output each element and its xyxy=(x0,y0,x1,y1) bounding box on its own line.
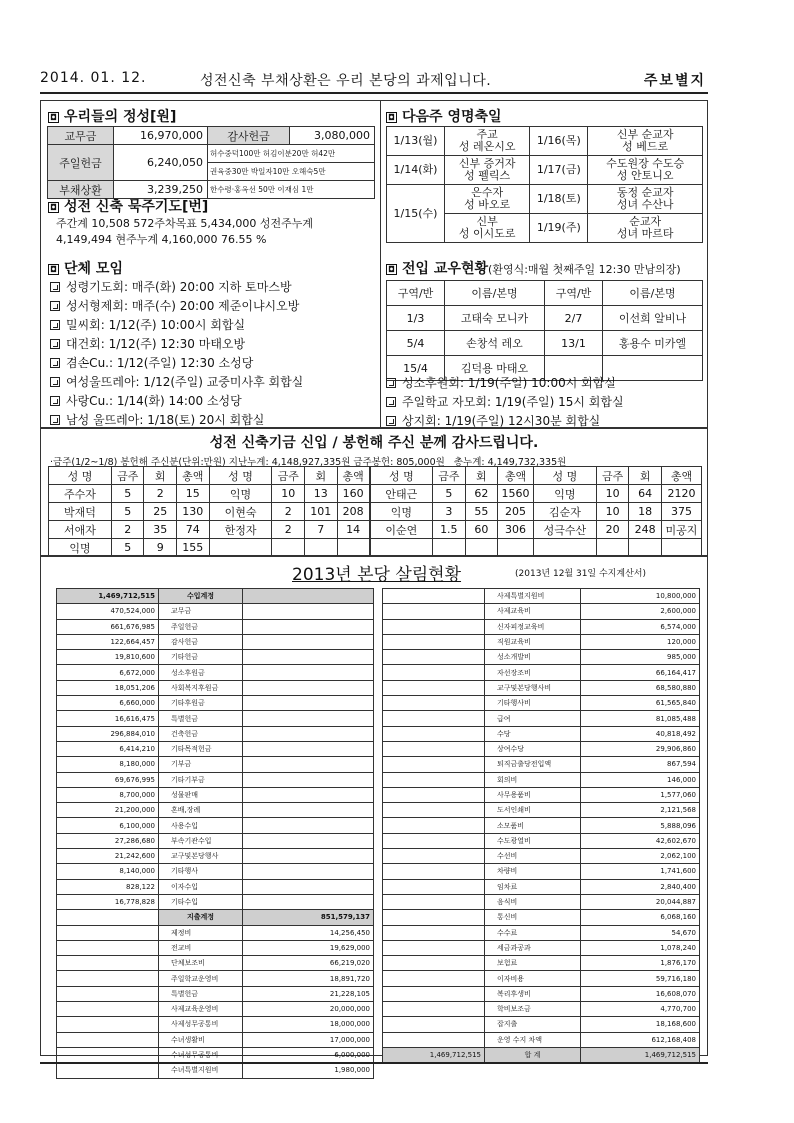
table-row: 470,524,000 교무금 xyxy=(57,604,374,619)
table-row: 사무용품비 1,577,060 xyxy=(383,787,700,802)
finance-title: 2013년 본당 살림현황 xyxy=(292,565,462,585)
table-row: 교구및본당행사비 68,580,880 xyxy=(383,680,700,695)
table-row: 27,286,680 부속기관수입 xyxy=(57,833,374,848)
table-row: 통신비 6,068,160 xyxy=(383,910,700,925)
table-row: 6,660,000 기타후원금 xyxy=(57,696,374,711)
table-row: 주수자 5 2 15 익명 10 13 160 안태근 5 62 1560 익명 10 64 2120 xyxy=(49,485,702,503)
table-row: 6,414,210 기타목적헌금 xyxy=(57,741,374,756)
table-row: 수선비 2,062,100 xyxy=(383,849,700,864)
transfer-heading: ◘ 전입 교우현황(환영식:매월 첫째주일 12:30 만남의장) xyxy=(386,258,681,278)
list-item: 주일학교 자모회: 1/19(주일) 15시 회합실 xyxy=(386,393,624,412)
table-row: 8,180,000 기부금 xyxy=(57,757,374,772)
table-row: 122,664,457 감사헌금 xyxy=(57,634,374,649)
table-row: 도서인쇄비 2,121,568 xyxy=(383,803,700,818)
table-row: 주일학교운영비 18,891,720 xyxy=(57,971,374,986)
table-row: 21,242,600 교구및본당행사 xyxy=(57,849,374,864)
bullet-icon xyxy=(50,377,60,387)
list-item: 성소후원회: 1/19(주일) 10:00시 회합실 xyxy=(386,374,624,393)
list-item: 대건회: 1/12(주) 12:30 마태오방 xyxy=(50,335,303,354)
table-row: 세금과공과 1,078,240 xyxy=(383,940,700,955)
bullet-icon xyxy=(50,339,60,349)
list-item: 사랑Cu.: 1/14(화) 14:00 소성당 xyxy=(50,392,303,411)
table-row: 사제특별지원비 10,800,000 xyxy=(383,589,700,604)
table-row: 자선장조비 66,164,417 xyxy=(383,665,700,680)
list-item: 성서형제회: 매주(수) 20:00 제준이냐시오방 xyxy=(50,297,303,316)
prayer-stats: 주간계 10,508 572주차목표 5,434,000 성전주누계 4,149,494 현주누계 4,160,000 76.55 % xyxy=(56,217,313,246)
list-item: 성령기도회: 매주(화) 20:00 지하 토마스방 xyxy=(50,278,303,297)
table-row: 소모품비 5,888,096 xyxy=(383,818,700,833)
table-row: 수당 40,818,492 xyxy=(383,726,700,741)
table-row: 사제교육비 2,600,000 xyxy=(383,604,700,619)
table-row: 사제교육운영비 20,000,000 xyxy=(57,1002,374,1017)
bullet-icon xyxy=(50,358,60,368)
prayer-heading: ◘ 성전 신축 묵주기도[번] xyxy=(48,196,208,216)
table-row: 박재덕 5 25 130 이현숙 2 101 208 익명 3 55 205 김순자 10 18 375 xyxy=(49,503,702,521)
celebration-table: 1/13(월) 주교 성 레온시오 1/16(목) 신부 순교자 성 베드로 1/14(화) 신부 증거자 성 펠릭스 1/17(금) 수도원장 수도승 성 안토니오 1/15(수) 은수자 성 바오로 1/18(토) 동정 순교자 성녀 수산나 신부 성 이시도로 1/19(주) 순교자 성녀 마르타 xyxy=(386,126,703,243)
table-row: 661,676,985 주일헌금 xyxy=(57,619,374,634)
bullet-icon xyxy=(50,301,60,311)
table-row: 사제성무공통비 18,000,000 xyxy=(57,1017,374,1032)
table-row: 단체보조비 66,219,020 xyxy=(57,956,374,971)
table-row: 69,676,995 기타기부금 xyxy=(57,772,374,787)
table-row: 296,884,010 건축헌금 xyxy=(57,726,374,741)
table-row: 수수료 54,670 xyxy=(383,925,700,940)
table-row: 서애자 2 35 74 한정자 2 7 14 이순연 1.5 60 306 성극수산 20 248 미공지 xyxy=(49,521,702,539)
column-divider xyxy=(380,100,381,428)
table-row: 제정비 14,256,450 xyxy=(57,925,374,940)
groups-heading: ◘ 단체 모임 xyxy=(48,258,123,278)
table-row: 6,672,000 성소후원금 xyxy=(57,665,374,680)
bullet-icon xyxy=(386,397,396,407)
table-row: 음식비 20,044,887 xyxy=(383,894,700,909)
table-row: 상여수당 29,906,860 xyxy=(383,741,700,756)
table-row: 급여 81,085,488 xyxy=(383,711,700,726)
donation-summary: ·금주(1/2~1/8) 봉헌해 주신분(단위:만원) 지난누계: 4,148,927,335원 금주봉헌: 805,000원 총누계: 4,149,732,335원 xyxy=(50,457,567,468)
footer-rule xyxy=(40,1062,708,1064)
list-item: 밀씨회: 1/12(주) 10:00시 회합실 xyxy=(50,316,303,335)
table-row: 기타행사비 61,565,840 xyxy=(383,696,700,711)
table-row: 임차료 2,840,400 xyxy=(383,879,700,894)
table-row: 학비보조금 4,770,700 xyxy=(383,1002,700,1017)
table-row: 828,122 이자수입 xyxy=(57,879,374,894)
table-row: 6,100,000 사용수입 xyxy=(57,818,374,833)
table-row: 지출계정 851,579,137 xyxy=(57,910,374,925)
table-row: 회의비 146,000 xyxy=(383,772,700,787)
table-row: 19,810,600 기타헌금 xyxy=(57,650,374,665)
page-header xyxy=(40,68,708,92)
motto: 성전신축 부채상환은 우리 본당의 과제입니다. xyxy=(200,73,492,89)
table-row: 운영 수지 차액 612,168,408 xyxy=(383,1032,700,1047)
table-row: 차량비 1,741,600 xyxy=(383,864,700,879)
table-row: 퇴직금출당전입액 867,594 xyxy=(383,757,700,772)
list-item: 여성울뜨레아: 1/12(주일) 교중미사후 회합실 xyxy=(50,373,303,392)
celebration-heading: ◘ 다음주 영명축일 xyxy=(386,106,502,126)
table-row: 1,469,712,515 합 계 1,469,712,515 xyxy=(383,1047,700,1062)
table-row: 16,616,475 특별헌금 xyxy=(57,711,374,726)
list-item: 남성 울뜨레아: 1/18(토) 20시 회합실 xyxy=(50,411,303,430)
bullet-icon xyxy=(386,416,396,426)
table-row: 특별헌금 21,228,105 xyxy=(57,986,374,1001)
table-row: 신자피정교육비 6,574,000 xyxy=(383,619,700,634)
table-row: 복리후생비 16,608,070 xyxy=(383,986,700,1001)
table-row: 수녀성무공통비 6,000,000 xyxy=(57,1047,374,1062)
donation-title: 성전 신축기금 신입 / 봉헌해 주신 분께 감사드립니다. xyxy=(209,435,539,451)
table-row: 수녀특별지원비 1,980,000 xyxy=(57,1063,374,1078)
donation-table xyxy=(48,466,702,557)
table-row: 익명 5 9 155 xyxy=(49,539,702,557)
table-row: 전교비 19,629,000 xyxy=(57,940,374,955)
finance-left-table xyxy=(56,588,374,1079)
table-row: 18,051,206 사회복지후원금 xyxy=(57,680,374,695)
transfer-table: 구역/반 이름/본명 구역/반 이름/본명 1/3 고태숙 모니카 2/7 이선희 알비나 5/4 손창석 레오 13/1 홍용수 미카엘 15/4 김덕용 마태오 xyxy=(386,280,703,381)
table-row: 21,200,000 혼배,장례 xyxy=(57,803,374,818)
bulletin-name: 주보별지 xyxy=(643,73,706,89)
bullet-icon xyxy=(386,378,396,388)
table-row: 이자비용 59,716,180 xyxy=(383,971,700,986)
bullet-icon xyxy=(50,415,60,425)
table-row: 성소개발비 985,000 xyxy=(383,650,700,665)
header-rule xyxy=(40,92,708,94)
bullet-icon xyxy=(50,396,60,406)
finance-right-table xyxy=(382,588,700,1063)
notice-list xyxy=(386,374,624,431)
table-row: 16,778,828 기타수입 xyxy=(57,894,374,909)
bullet-icon xyxy=(50,320,60,330)
finance-subtitle: (2013년 12월 31일 수지계산서) xyxy=(515,569,646,579)
table-row: 직원교육비 120,000 xyxy=(383,634,700,649)
groups-list xyxy=(50,278,303,430)
list-item: 겸손Cu.: 1/12(주일) 12:30 소성당 xyxy=(50,354,303,373)
list-item: 상지회: 1/19(주일) 12시30분 회합실 xyxy=(386,412,624,431)
table-row: 성 명 금주 회 총액 성 명 금주 회 총액 성 명 금주 회 총액 성 명 금주 회 총액 xyxy=(49,467,702,485)
bullet-icon xyxy=(50,282,60,292)
table-row: 1,469,712,515 수입계정 xyxy=(57,589,374,604)
offering-heading: ◘ 우리들의 정성[원] xyxy=(48,106,176,126)
table-row: 수도광열비 42,602,670 xyxy=(383,833,700,848)
bulletin-date: 2014. 01. 12. xyxy=(40,70,147,86)
table-row: 보험료 1,876,170 xyxy=(383,956,700,971)
offering-table: 교무금 16,970,000 감사헌금 3,080,000 주일헌금 6,240,050 허수중덕100만 허김이분20만 허42만 권육중30만 박일자10만 오해숙5만 부채상환 3,239,250 한수령·홍옥선 50만 이재심 1만 xyxy=(47,126,375,199)
table-row: 8,140,000 기타행사 xyxy=(57,864,374,879)
table-row: 수녀생활비 17,000,000 xyxy=(57,1032,374,1047)
table-row: 8,700,000 성물판매 xyxy=(57,787,374,802)
table-row: 잡지출 18,168,600 xyxy=(383,1017,700,1032)
